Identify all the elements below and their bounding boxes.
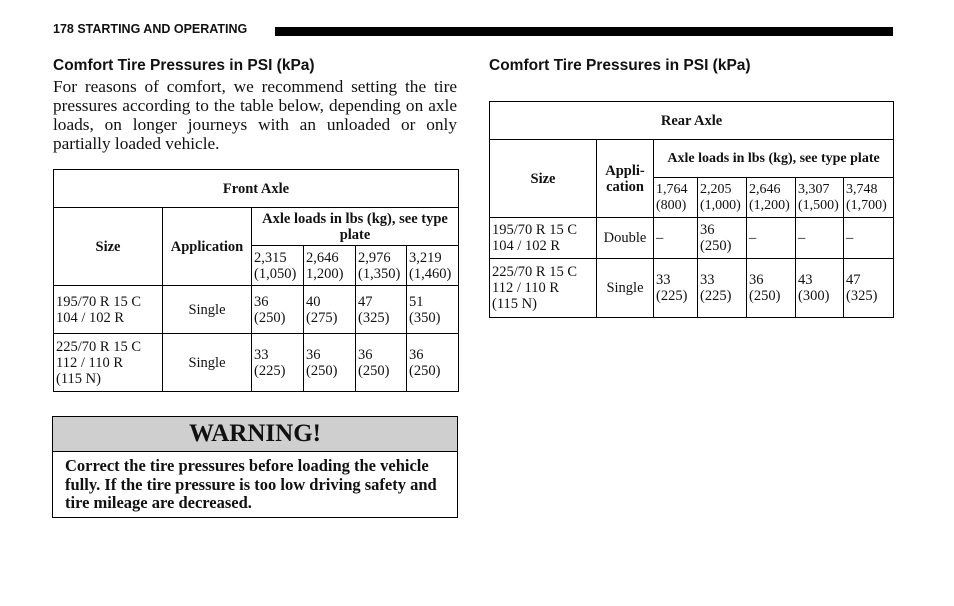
- pressure-cell: 36 (250): [407, 334, 459, 392]
- load-cell: 3,219 (1,460): [407, 246, 459, 286]
- pressure-cell: 33 (225): [654, 259, 698, 318]
- front-axle-title: Front Axle: [54, 170, 459, 208]
- pressure-cell: 51 (350): [407, 286, 459, 334]
- warning-text: Correct the tire pressures before loading the vehicle fully. If the tire pressure is too low driving safety and tire mileage are decreased.: [65, 456, 437, 512]
- front-axle-table: [53, 169, 459, 392]
- application-cell: Single: [163, 286, 252, 334]
- rear-axle-table: [489, 101, 894, 318]
- application-cell: Double: [597, 218, 654, 259]
- size-header: Size: [490, 140, 597, 218]
- table-row: [490, 218, 894, 259]
- right-heading: Comfort Tire Pressures in PSI (kPa): [489, 57, 751, 74]
- pressure-cell: –: [796, 218, 844, 259]
- header-rule: [275, 27, 893, 36]
- pressure-cell: 43 (300): [796, 259, 844, 318]
- table-row: [54, 334, 459, 392]
- left-heading: Comfort Tire Pressures in PSI (kPa): [53, 57, 315, 74]
- pressure-cell: 36 (250): [747, 259, 796, 318]
- load-cell: 2,315 (1,050): [252, 246, 304, 286]
- load-cell: 3,307 (1,500): [796, 178, 844, 218]
- size-header: Size: [54, 208, 163, 286]
- size-cell: 195/70 R 15 C 104 / 102 R: [490, 218, 597, 259]
- pressure-cell: 40 (275): [304, 286, 356, 334]
- pressure-cell: 33 (225): [698, 259, 747, 318]
- application-cell: Single: [597, 259, 654, 318]
- size-cell: 195/70 R 15 C 104 / 102 R: [54, 286, 163, 334]
- pressure-cell: –: [654, 218, 698, 259]
- size-cell: 225/70 R 15 C 112 / 110 R (115 N): [54, 334, 163, 392]
- pressure-cell: 47 (325): [356, 286, 407, 334]
- axle-loads-header: Axle loads in lbs (kg), see type plate: [252, 208, 459, 246]
- page-header: [53, 21, 893, 39]
- pressure-cell: 47 (325): [844, 259, 894, 318]
- load-cell: 2,646 (1,200): [747, 178, 796, 218]
- pressure-cell: 36 (250): [252, 286, 304, 334]
- load-cell: 3,748 (1,700): [844, 178, 894, 218]
- rear-axle-title: Rear Axle: [490, 102, 894, 140]
- load-cell: 2,205 (1,000): [698, 178, 747, 218]
- size-cell: 225/70 R 15 C 112 / 110 R (115 N): [490, 259, 597, 318]
- pressure-cell: –: [747, 218, 796, 259]
- intro-paragraph: For reasons of comfort, we recommend setting the tire pressures according to the table below, depending on axle loads, on longer journeys with an unloaded or only partially loaded vehicle.: [53, 77, 457, 153]
- application-header: Application: [163, 208, 252, 286]
- load-cell: 2,646 1,200): [304, 246, 356, 286]
- application-cell: Single: [163, 334, 252, 392]
- pressure-cell: 36 (250): [356, 334, 407, 392]
- axle-loads-header: Axle loads in lbs (kg), see type plate: [654, 140, 894, 178]
- table-row: [490, 259, 894, 318]
- load-cell: 2,976 (1,350): [356, 246, 407, 286]
- application-header: Appli- cation: [597, 140, 654, 218]
- pressure-cell: 33 (225): [252, 334, 304, 392]
- warning-box: [52, 416, 458, 518]
- warning-title: WARNING!: [53, 417, 457, 452]
- pressure-cell: 36 (250): [698, 218, 747, 259]
- page-number-label: 178 STARTING AND OPERATING: [53, 22, 248, 36]
- load-cell: 1,764 (800): [654, 178, 698, 218]
- pressure-cell: –: [844, 218, 894, 259]
- pressure-cell: 36 (250): [304, 334, 356, 392]
- table-row: [54, 286, 459, 334]
